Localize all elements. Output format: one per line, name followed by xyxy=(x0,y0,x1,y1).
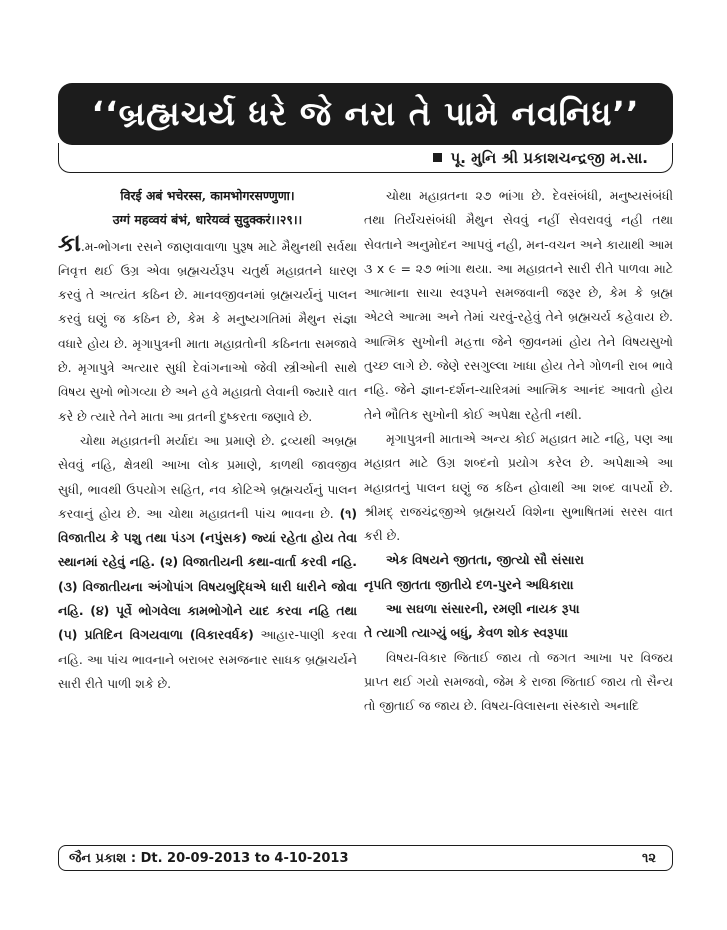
sanskrit-verse-line-2: उग्गं महव्वयं बंभं, धारेयव्वं सुदुक्करं।।२९।। xyxy=(112,212,303,228)
gujarati-verse-line-3: આ સઘળા સંસારની, રમણી નાયક રૂપ। xyxy=(386,601,580,617)
page-footer xyxy=(58,845,673,871)
left-paragraph-2 xyxy=(58,429,357,696)
right-column xyxy=(364,184,673,719)
left-paragraph-1 xyxy=(58,228,357,429)
right-paragraph-1: ચોથા મહાવ્રતના ૨૭ ભાંગા છે. દેવસંબંધી, મનુષ્યસંબંધી તથા તિર્યંચસંબંધી મૈથુન સેવવું નહીં સેવરાવવું નહી તથા સેવતાને અનુમોદન આપવું નહી, મન-વચન અને કાયાથી આમ ૩ x ૯ = ૨૭ ભાંગા થયા. આ મહાવ્રતને સારી રીતે પાળવા માટે આત્માના સાચા સ્વરૂપને સમજવાની જરૂર છે, કેમ કે બ્રહ્મ એટલે આત્મા અને તેમાં ચરવું-રહેવું તેને બ્રહ્મચર્ય કહેવાય છે. આત્મિક સુખોની મહત્તા જેને જીવનમાં હોય તેને વિષયસુખો તુચ્છ લાગે છે. જેણે રસગુલ્લા ખાધા હોય તેને ગોળની રાબ ભાવે નહિ. જેને જ્ઞાન-દર્શન-ચારિત્રમાં આત્મિક આનંદ આવતો હોય તેને ભૌતિક સુખોની કોઈ અપેક્ષા રહેતી નથી. xyxy=(364,188,673,422)
publication-info: જૈન પ્રકાશ : Dt. 20-09-2013 to 4-10-2013 xyxy=(69,850,349,866)
article-title: ‘‘બ્રહ્મચર્ય ધરે જે નરા તે પામે નવનિધ’’ xyxy=(91,94,640,133)
page-number: ૧૨ xyxy=(641,850,656,866)
author-bar xyxy=(58,143,673,173)
drop-cap: કા xyxy=(58,228,81,257)
gujarati-verse-line-2: નૃપતિ જીતતા જીતીયે દળ-પુરને અધિકાર।। xyxy=(364,576,574,592)
author-name: પૂ. મુનિ શ્રી પ્રકાશચન્દ્રજી મ.સા. xyxy=(450,148,648,167)
left-paragraph-1-text: .મ-ભોગના રસને જાણવાવાળા પુરૂષ માટે મૈથુનથી સર્વથા નિવૃત્ત થઈ ઉગ્ર એવા બ્રહ્મચર્યરૂપ ચતુર્થ મહાવ્રતને ધારણ કરવું તે અત્યંત કઠિન છે. માનવજીવનમાં બ્રહ્મચર્યનું પાલન કરવું ઘણું જ કઠિન છે, કેમ કે મનુષ્યગતિમાં મૈથુન સંજ્ઞા વધારે હોય છે. મૃગાપુત્રની માતા મહાવ્રતોની કઠિનતા સમજાવે છે. મૃગાપુત્રે અત્યાર સુધી દેવાંગનાઓ જેવી સ્ત્રીઓની સાથે વિષય સુખો ભોગવ્યા છે અને હવે મહાવ્રતો લેવાની જ્યારે વાત કરે છે ત્યારે તેને માતા આ વ્રતની દુષ્કરતા જણાવે છે. xyxy=(58,238,357,424)
right-paragraph-3: વિષય-વિકાર જિતાઈ જાય તો જગત આખા પર વિજય પ્રાપ્ત થઈ ગયો સમજવો, જેમ કે રાજા જિતાઈ જાય તો સૈન્ય તો જીતાઈ જ જાય છે. વિષય-વિલાસના સંસ્કારો અનાદિ xyxy=(364,649,673,714)
gujarati-verse-line-1: એક વિષયને જીતતા, જીત્યો સૌ સંસાર। xyxy=(386,552,585,568)
left-paragraph-2-tail: આહાર-પાણી કરવા નહિ. આ પાંચ ભાવનાને બરાબર સમજનાર સાધક બ્રહ્મચર્યને સારી રીતે પાળી શકે છે. xyxy=(58,627,357,691)
sanskrit-verse-line-1: विरई अबं भचेरस्स, कामभोगरसण्णुणा। xyxy=(120,188,295,203)
square-bullet-icon xyxy=(433,153,442,162)
right-paragraph-2: મૃગાપુત્રની માતાએ અન્ય કોઈ મહાવ્રત માટે નહિ, પણ આ મહાવ્રત માટે ઉગ્ર શબ્દનો પ્રયોગ કરેલ છે. અપેક્ષાએ આ મહાવ્રતનું પાલન ઘણું જ કઠિન હોવાથી આ શબ્દ વાપર્યો છે. શ્રીમદ્ રાજચંદ્રજીએ બ્રહ્મચર્ય વિશેના સુભાષિતમાં સરસ વાત કરી છે. xyxy=(364,430,673,544)
left-paragraph-2-text: ચોથા મહાવ્રતની મર્યાદા આ પ્રમાણે છે. દ્રવ્યથી અબ્રહ્મ સેવવું નહિ, ક્ષેત્રથી આખા લોક પ્રમાણે, કાળથી જાવજીવ સુધી, ભાવથી ઉપયોગ સહિત, નવ કોટિએ બ્રહ્મચર્યનું પાલન કરવાનું હોય છે. આ ચોથા મહાવ્રતની પાંચ ભાવના છે. xyxy=(58,432,357,521)
gujarati-verse-line-4: તે ત્યાગી ત્યાગ્યું બધું, કેવળ શોક સ્વરૂપ।। xyxy=(364,625,569,641)
left-column xyxy=(58,184,357,696)
title-banner xyxy=(58,83,673,145)
five-bhavana-list: (૧) વિજાતીય કે પશુ તથા પંડગ (નપુંસક) જ્યાં રહેતા હોય તેવા સ્થાનમાં રહેવું નહિ. (૨) વિજાતીયની કથા-વાર્તા કરવી નહિ. (૩) વિજાતીયના અંગોપાંગ વિષયબુદ્ધિએ ધારી ધારીને જોવા નહિ. (૪) પૂર્વે ભોગવેલા કામભોગોને યાદ કરવા નહિ તથા (૫) પ્રતિદિન વિગયવાળા (વિકારવર્ધક) xyxy=(58,505,357,643)
